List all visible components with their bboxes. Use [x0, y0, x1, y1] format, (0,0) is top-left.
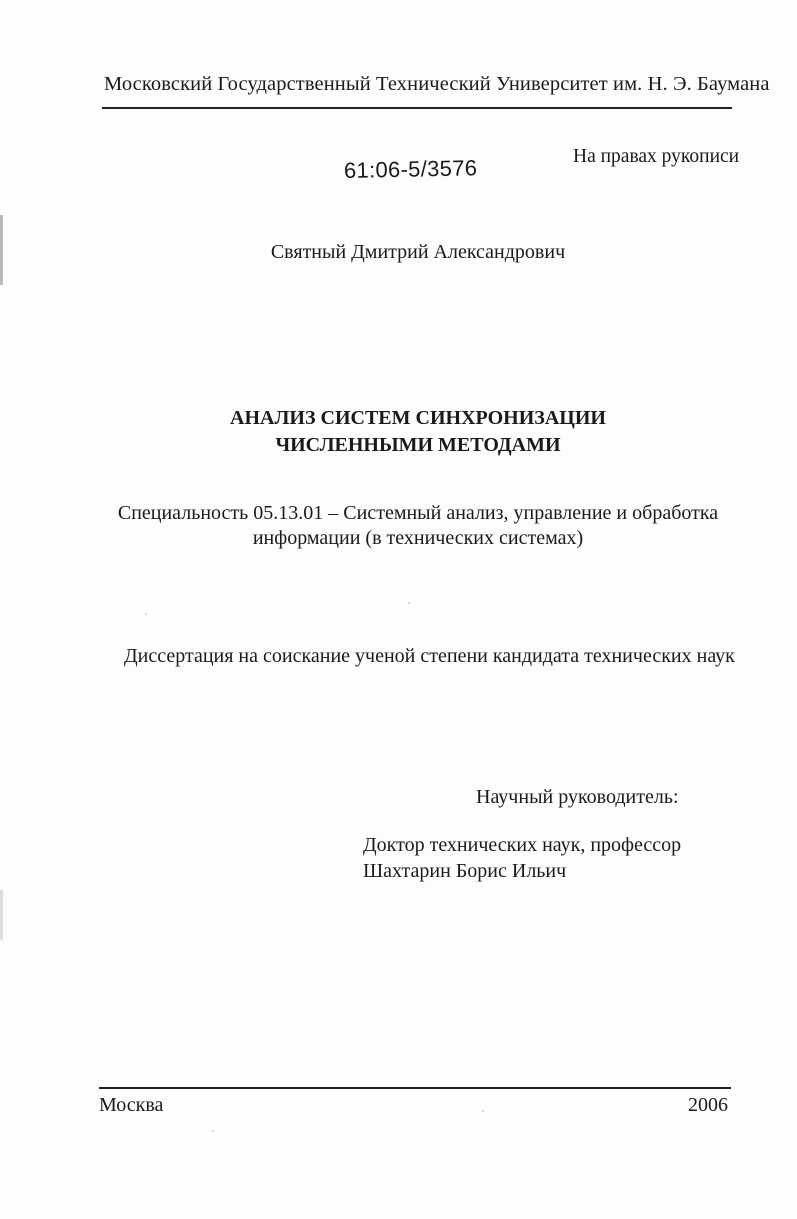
- scan-speck: [145, 613, 147, 615]
- advisor-block: [363, 832, 681, 884]
- author-name: Святный Дмитрий Александрович: [270, 241, 566, 263]
- title-line-1: АНАЛИЗ СИСТЕМ СИНХРОНИЗАЦИИ: [230, 407, 606, 429]
- advisor-label: Научный руководитель:: [476, 786, 679, 808]
- university-header: Московский Государственный Технический Университет им. Н. Э. Баумана: [104, 73, 770, 95]
- scan-edge-mark: [0, 215, 3, 285]
- footer-year: 2006: [688, 1094, 728, 1116]
- scan-speck: [212, 1130, 214, 1132]
- library-stamp-code: 61:06-5/3576: [343, 155, 478, 183]
- scan-edge-mark: [0, 890, 3, 940]
- specialty-line-1: Специальность 05.13.01 – Системный анализ, управление и обработка: [117, 502, 719, 524]
- degree-statement: Диссертация на соискание ученой степени кандидата технических наук: [124, 645, 735, 667]
- specialty-line-2: информации (в технических системах): [252, 527, 584, 549]
- scan-speck: [408, 602, 410, 604]
- specialty-block: [0, 501, 797, 551]
- scan-speck: [482, 1110, 484, 1112]
- dissertation-title: [0, 405, 797, 459]
- title-line-2: ЧИСЛЕННЫМИ МЕТОДАМИ: [275, 434, 561, 456]
- footer-city: Москва: [99, 1094, 164, 1116]
- header-divider: [102, 107, 732, 109]
- rights-note: На правах рукописи: [573, 146, 740, 167]
- advisor-rank: Доктор технических наук, профессор: [363, 834, 682, 856]
- advisor-name: Шахтарин Борис Ильич: [363, 860, 567, 882]
- footer-divider: [99, 1087, 731, 1089]
